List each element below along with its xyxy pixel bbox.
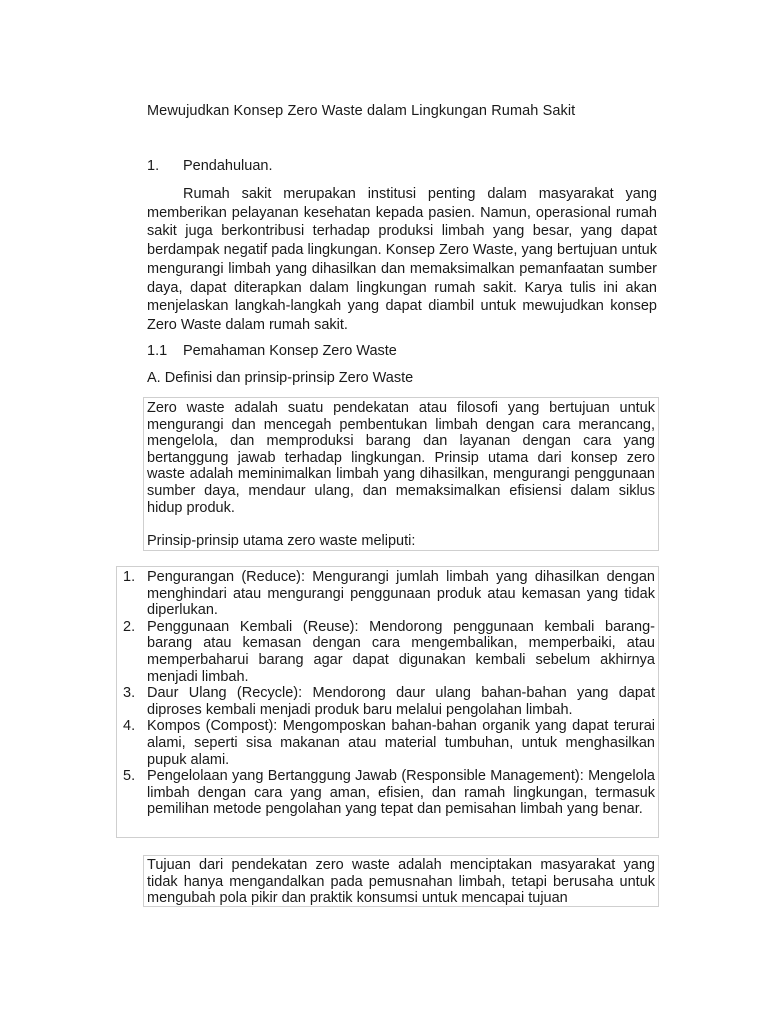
document-title: Mewujudkan Konsep Zero Waste dalam Lingkungan Rumah Sakit [147, 103, 576, 119]
list-marker: 4. [123, 718, 136, 735]
goal-box [143, 855, 659, 907]
principles-intro-paragraph: Prinsip-prinsip utama zero waste meliputi: [147, 533, 416, 550]
list-item [117, 685, 655, 718]
list-marker: 2. [123, 618, 136, 635]
subsection-number: 1.1 [147, 343, 168, 359]
list-marker: 5. [123, 768, 136, 785]
section-heading [147, 158, 273, 174]
subsection-heading [147, 343, 397, 359]
principles-list-box [116, 566, 659, 838]
section-number: 1. [147, 158, 160, 174]
list-item-text: Daur Ulang (Recycle): Mendorong daur ulang bahan-bahan yang dapat diproses kembali menjadi produk baru melalui pengolahan limbah. [147, 685, 655, 718]
definition-paragraph: Zero waste adalah suatu pendekatan atau filosofi yang bertujuan untuk mengurangi dan mencegah pembentukan limbah dengan cara merancang, mengelola, dan memproduksi barang dan layanan dengan cara yang bertanggung jawab terhadap lingkungan. Prinsip utama dari konsep zero waste adalah meminimalkan limbah yang dihasilkan, mengurangi penggunaan sumber daya, mendaur ulang, dan memaksimalkan efisiensi dalam siklus hidup produk. [147, 400, 655, 516]
subsection-heading-text: Pemahaman Konsep Zero Waste [183, 343, 397, 359]
intro-paragraph: Rumah sakit merupakan institusi penting dalam masyarakat yang memberikan pelayanan kesehatan kepada pasien. Namun, operasional rumah sakit juga berkontribusi terhadap produksi limbah yang besar, yang dapat berdampak negatif pada lingkungan. Konsep Zero Waste, yang bertujuan untuk mengurangi limbah yang dihasilkan dan memaksimalkan pemanfaatan sumber daya, dapat diterapkan dalam lingkungan rumah sakit. Karya tulis ini akan menjelaskan langkah-langkah yang dapat diambil untuk mewujudkan konsep Zero Waste dalam rumah sakit. [147, 186, 657, 333]
section-heading-text: Pendahuluan. [183, 158, 273, 174]
list-marker: 3. [123, 685, 136, 702]
principles-list [117, 569, 655, 818]
list-item [117, 768, 655, 818]
goal-paragraph: Tujuan dari pendekatan zero waste adalah menciptakan masyarakat yang tidak hanya mengandalkan pada pemusnahan limbah, tetapi berusaha untuk mengubah pola pikir dan praktik konsumsi untuk mencapai tujuan [147, 857, 655, 907]
list-item-text: Kompos (Compost): Mengomposkan bahan-bahan organik yang dapat terurai alami, seperti sisa makanan atau material tumbuhan, untuk menghasilkan pupuk alami. [147, 718, 655, 768]
subsubsection-heading: A. Definisi dan prinsip-prinsip Zero Waste [147, 370, 414, 386]
list-item-text: Pengurangan (Reduce): Mengurangi jumlah limbah yang dihasilkan dengan menghindari atau mengurangi penggunaan produk atau kemasan yang tidak diperlukan. [147, 569, 655, 619]
definition-box [143, 397, 659, 551]
list-item [117, 569, 655, 619]
list-item [117, 619, 655, 685]
list-item-text: Penggunaan Kembali (Reuse): Mendorong penggunaan kembali barang-barang atau kemasan dengan cara mengembalikan, memperbaiki, atau memperbaharui barang agar dapat digunakan kembali sebelum akhirnya menjadi limbah. [147, 618, 655, 685]
list-item-text: Pengelolaan yang Bertanggung Jawab (Responsible Management): Mengelola limbah dengan cara yang aman, efisien, dan ramah lingkungan, termasuk pemilihan metode pengolahan yang tepat dan pemisahan limbah yang benar. [147, 768, 655, 818]
list-marker: 1. [123, 569, 136, 585]
list-item [117, 718, 655, 768]
